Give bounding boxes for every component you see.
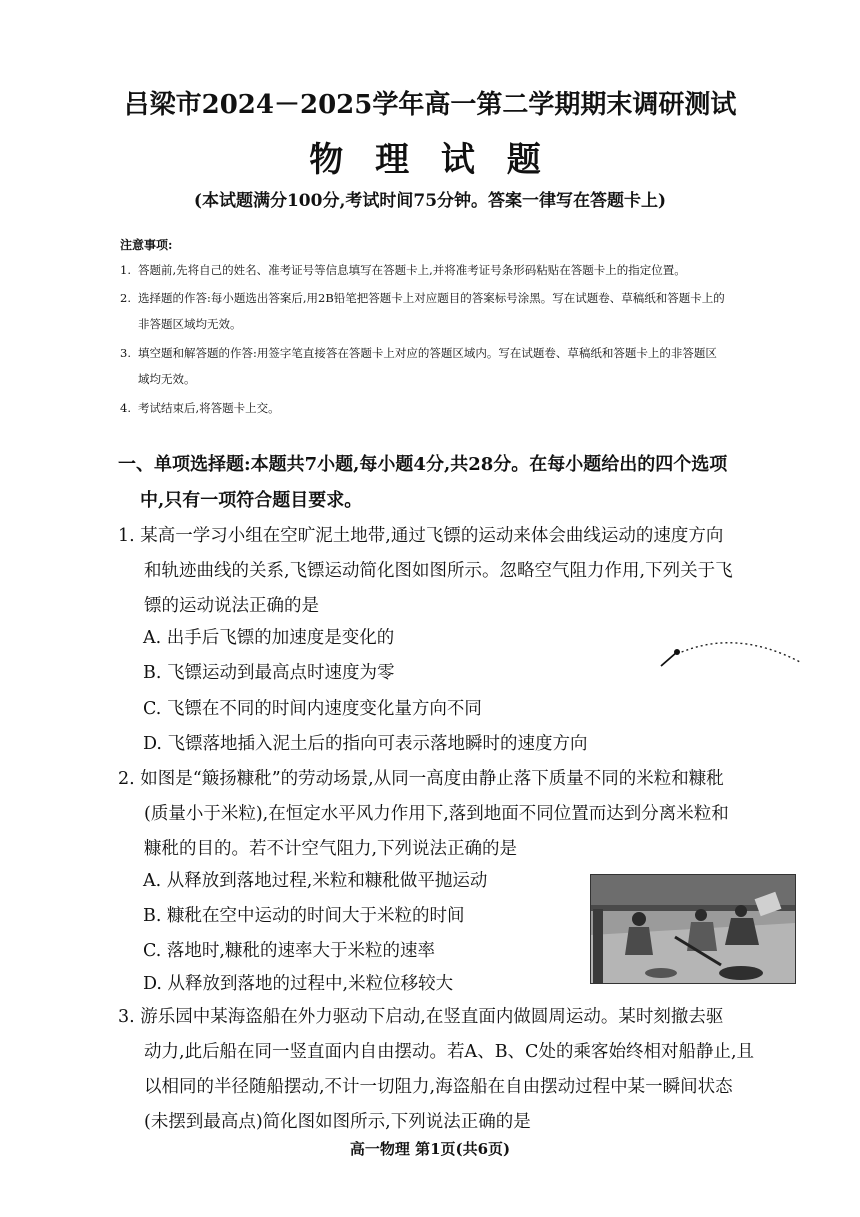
option-d: D. 从释放到落地的过程中,米粒位移较大	[143, 974, 454, 994]
notes-heading: 注意事项:	[120, 238, 173, 252]
question-line: 镖的运动说法正确的是	[144, 596, 319, 616]
page-footer: 高一物理 第1页(共6页)	[349, 1140, 511, 1158]
dart-tip-icon	[674, 649, 680, 655]
winnowing-scene-icon	[591, 875, 795, 983]
note-text: 答题前,先将自己的姓名、准考证号等信息填写在答题卡上,并将准考证号条形码粘贴在答题卡上的指定位置。	[138, 263, 686, 277]
note-number: 4.	[120, 401, 131, 415]
note-item	[120, 395, 840, 421]
question-line: 2. 如图是“簸扬糠秕”的劳动场景,从同一高度由静止落下质量不同的米粒和糠秕	[118, 769, 724, 789]
question-line: 和轨迹曲线的关系,飞镖运动简化图如图所示。忽略空气阻力作用,下列关于飞	[144, 561, 733, 581]
question-line: (质量小于米粒),在恒定水平风力作用下,落到地面不同位置而达到分离米粒和	[144, 804, 729, 824]
note-number: 2.	[120, 291, 131, 305]
option-c: C. 落地时,糠秕的速率大于米粒的速率	[143, 941, 435, 961]
option-a: A. 从释放到落地过程,米粒和糠秕做平抛运动	[143, 871, 488, 891]
exam-info: (本试题满分100分,考试时间75分钟。答案一律写在答题卡上)	[193, 191, 667, 211]
question-1	[118, 519, 838, 624]
note-text: 选择题的作答:每小题选出答案后,用2B铅笔把答题卡上对应题目的答案标号涂黑。写在试题卷、草稿纸和答题卡上的	[138, 291, 725, 305]
note-continuation: 非答题区域均无效。	[138, 317, 242, 331]
question-line: 以相同的半径随船摆动,不计一切阻力,海盗船在自由摆动过程中某一瞬间状态	[144, 1077, 733, 1097]
dart-icon	[661, 652, 677, 666]
section-line-1: 一、单项选择题:本题共7小题,每小题4分,共28分。在每小题给出的四个选项	[118, 454, 728, 475]
dart-trajectory-figure	[655, 632, 805, 677]
trajectory-curve	[677, 643, 800, 662]
note-text: 填空题和解答题的作答:用签字笔直接答在答题卡上对应的答题区域内。写在试题卷、草稿纸和答题卡上的非答题区	[138, 346, 717, 360]
note-continuation: 域均无效。	[138, 372, 196, 386]
note-number: 3.	[120, 346, 131, 360]
option-b: B. 糠秕在空中运动的时间大于米粒的时间	[143, 906, 465, 926]
question-line: 1. 某高一学习小组在空旷泥土地带,通过飞镖的运动来体会曲线运动的速度方向	[118, 526, 724, 546]
note-item	[120, 285, 840, 337]
note-item	[120, 257, 840, 283]
note-number: 1.	[120, 263, 131, 277]
question-line: 3. 游乐园中某海盗船在外力驱动下启动,在竖直面内做圆周运动。某时刻撤去驱	[118, 1007, 724, 1027]
question-line: 糠秕的目的。若不计空气阻力,下列说法正确的是	[144, 839, 518, 859]
question-2	[118, 762, 838, 867]
option-b: B. 飞镖运动到最高点时速度为零	[143, 663, 395, 683]
note-text: 考试结束后,将答题卡上交。	[138, 401, 280, 415]
subject-title: 物 理 试 题	[309, 140, 551, 180]
section-heading	[118, 447, 848, 519]
question-3	[118, 1000, 838, 1140]
question-line: (未摆到最高点)简化图如图所示,下列说法正确的是	[144, 1112, 531, 1132]
option-a: A. 出手后飞镖的加速度是变化的	[143, 628, 395, 648]
option-c: C. 飞镖在不同的时间内速度变化量方向不同	[143, 699, 482, 719]
question-line: 动力,此后船在同一竖直面内自由摆动。若A、B、C处的乘客始终相对船静止,且	[144, 1042, 755, 1062]
winnowing-photo	[590, 874, 796, 984]
option-d: D. 飞镖落地插入泥土后的指向可表示落地瞬时的速度方向	[143, 734, 588, 754]
section-line-2: 中,只有一项符合题目要求。	[140, 490, 363, 511]
note-item	[120, 340, 840, 392]
exam-title: 吕梁市2024－2025学年高一第二学期期末调研测试	[123, 90, 737, 120]
